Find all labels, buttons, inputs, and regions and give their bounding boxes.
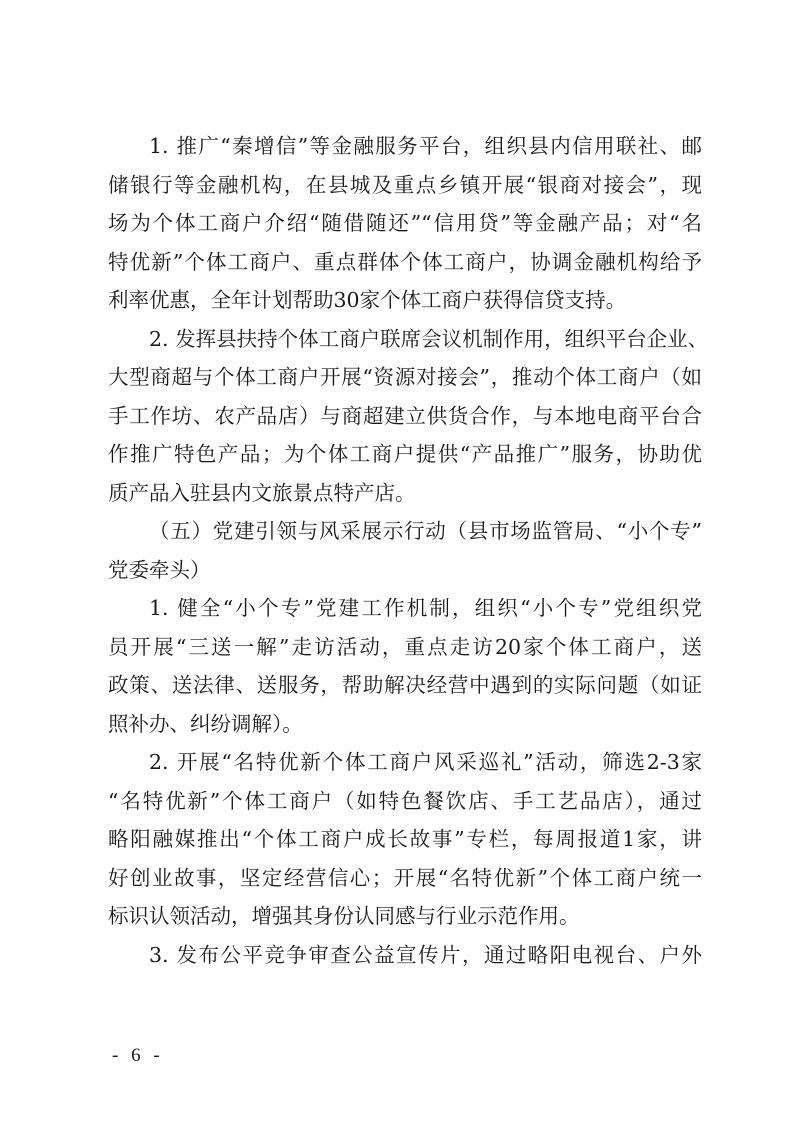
text-line: 作推广特色产品；为个体工商户提供“产品推广”服务，协助优 (108, 442, 702, 466)
text-line: “名特优新”个体工商户（如特色餐饮店、手工艺品店），通过 (108, 788, 702, 813)
text-line: 大型商超与个体工商户开展“资源对接会”，推动个体工商户（如 (108, 365, 702, 389)
section-heading (108, 512, 702, 589)
paragraph (108, 743, 702, 936)
text-line: 员开展“三送一解”走访活动，重点走访20家个体工商户，送 (108, 634, 702, 659)
text-line: 场为个体工商户介绍“随借随还”“信用贷”等金融产品；对“名 (108, 211, 702, 235)
paragraph (108, 589, 702, 743)
text-line: 标识认领活动，增强其身份认同感与行业示范作用。 (108, 904, 580, 928)
paragraph (108, 127, 702, 320)
paragraph (108, 936, 702, 975)
text-line: 好创业故事，坚定经营信心；开展“名特优新”个体工商户统一 (108, 865, 702, 890)
text-line: 略阳融媒推出“个体工商户成长故事”专栏，每周报道1家，讲 (108, 827, 702, 851)
text-line: 党委牵头） (108, 557, 211, 582)
text-line: 1. 健全“小个专”党建工作机制，组织“小个专”党组织党 (149, 596, 702, 620)
text-line: （五）党建引领与风采展示行动（县市场监管局、“小个专” (149, 519, 702, 543)
text-line: 照补办、纠纷调解）。 (108, 711, 303, 736)
text-line: 手工作坊、农产品店）与商超建立供货合作，与本地电商平台合 (108, 403, 702, 428)
document-body (108, 127, 709, 974)
text-line: 特优新”个体工商户、重点群体个体工商户，协调金融机构给予 (108, 249, 702, 274)
text-line: 2. 发挥县扶持个体工商户联席会议机制作用，组织平台企业、 (149, 326, 709, 351)
text-line: 质产品入驻县内文旅景点特产店。 (108, 480, 416, 505)
text-line: 3. 发布公平竞争审查公益宣传片，通过略阳电视台、户外 (149, 942, 702, 967)
text-line: 储银行等金融机构，在县城及重点乡镇开展“银商对接会”，现 (108, 172, 702, 197)
text-line: 1. 推广“秦增信”等金融服务平台，组织县内信用联社、邮 (149, 134, 702, 158)
text-line: 2. 开展“名特优新个体工商户风采巡礼”活动，筛选2-3家 (149, 750, 702, 774)
paragraph (108, 320, 709, 513)
text-line: 政策、送法律、送服务，帮助解决经营中遇到的实际问题（如证 (108, 673, 702, 697)
page-number: - 6 - (112, 1045, 164, 1066)
text-line: 利率优惠，全年计划帮助30家个体工商户获得信贷支持。 (108, 288, 627, 312)
